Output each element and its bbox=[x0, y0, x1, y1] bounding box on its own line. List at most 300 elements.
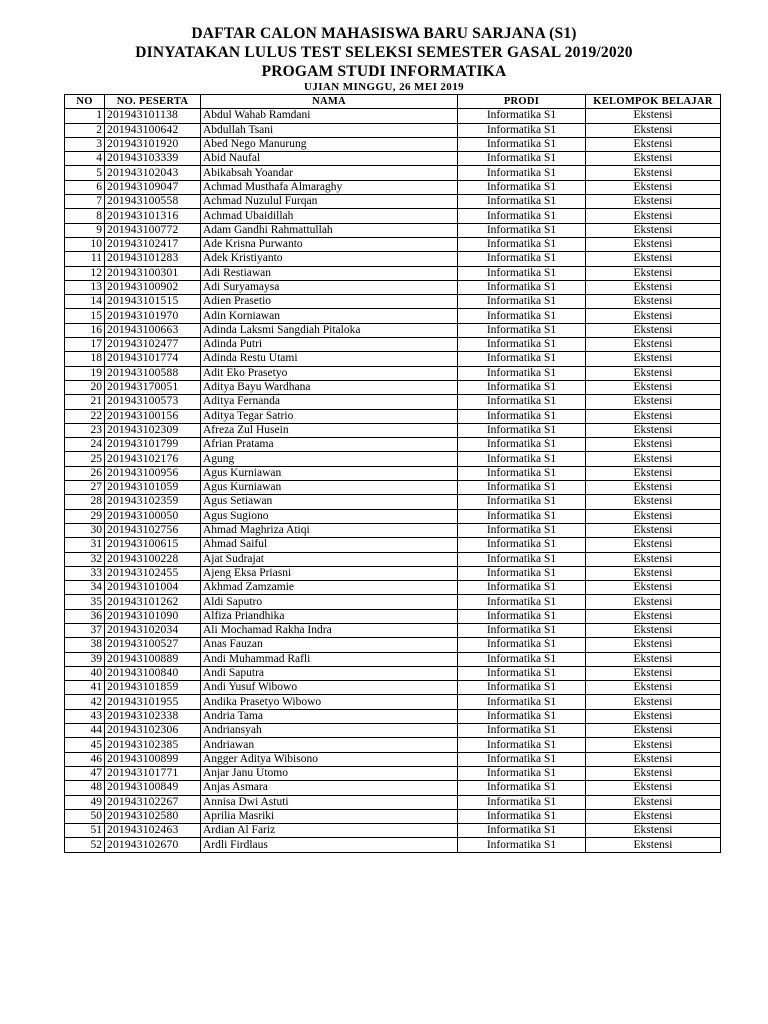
cell-study-group: Ekstensi bbox=[586, 752, 721, 766]
cell-participant-number: 201943101799 bbox=[105, 438, 201, 452]
cell-study-group: Ekstensi bbox=[586, 152, 721, 166]
cell-no: 26 bbox=[65, 466, 105, 480]
cell-no: 12 bbox=[65, 266, 105, 280]
cell-program: Informatika S1 bbox=[458, 295, 586, 309]
column-header-participant-number: NO. PESERTA bbox=[105, 95, 201, 109]
cell-no: 23 bbox=[65, 423, 105, 437]
cell-study-group: Ekstensi bbox=[586, 352, 721, 366]
table-row bbox=[65, 638, 721, 652]
table-row bbox=[65, 252, 721, 266]
table-row bbox=[65, 295, 721, 309]
cell-study-group: Ekstensi bbox=[586, 380, 721, 394]
cell-study-group: Ekstensi bbox=[586, 809, 721, 823]
cell-program: Informatika S1 bbox=[458, 438, 586, 452]
cell-participant-number: 201943100902 bbox=[105, 280, 201, 294]
cell-name: Agung bbox=[201, 452, 458, 466]
cell-no: 34 bbox=[65, 581, 105, 595]
cell-study-group: Ekstensi bbox=[586, 466, 721, 480]
cell-no: 15 bbox=[65, 309, 105, 323]
cell-no: 40 bbox=[65, 666, 105, 680]
cell-program: Informatika S1 bbox=[458, 795, 586, 809]
cell-no: 45 bbox=[65, 738, 105, 752]
cell-study-group: Ekstensi bbox=[586, 366, 721, 380]
cell-name: Abikabsah Yoandar bbox=[201, 166, 458, 180]
cell-participant-number: 201943100663 bbox=[105, 323, 201, 337]
cell-name: Adin Korniawan bbox=[201, 309, 458, 323]
cell-study-group: Ekstensi bbox=[586, 252, 721, 266]
cell-study-group: Ekstensi bbox=[586, 623, 721, 637]
cell-study-group: Ekstensi bbox=[586, 838, 721, 852]
cell-study-group: Ekstensi bbox=[586, 409, 721, 423]
table-row bbox=[65, 309, 721, 323]
cell-participant-number: 201943101090 bbox=[105, 609, 201, 623]
cell-study-group: Ekstensi bbox=[586, 523, 721, 537]
cell-no: 25 bbox=[65, 452, 105, 466]
cell-no: 2 bbox=[65, 123, 105, 137]
cell-no: 19 bbox=[65, 366, 105, 380]
table-row bbox=[65, 166, 721, 180]
table-row bbox=[65, 652, 721, 666]
cell-study-group: Ekstensi bbox=[586, 209, 721, 223]
cell-program: Informatika S1 bbox=[458, 109, 586, 123]
cell-name: Andi Saputra bbox=[201, 666, 458, 680]
document-title: DAFTAR CALON MAHASISWA BARU SARJANA (S1) bbox=[191, 25, 577, 42]
table-row bbox=[65, 438, 721, 452]
table-row bbox=[65, 481, 721, 495]
cell-name: Aditya Bayu Wardhana bbox=[201, 380, 458, 394]
cell-study-group: Ekstensi bbox=[586, 166, 721, 180]
cell-no: 21 bbox=[65, 395, 105, 409]
cell-no: 52 bbox=[65, 838, 105, 852]
cell-no: 7 bbox=[65, 195, 105, 209]
cell-name: Adinda Laksmi Sangdiah Pitaloka bbox=[201, 323, 458, 337]
cell-program: Informatika S1 bbox=[458, 180, 586, 194]
cell-study-group: Ekstensi bbox=[586, 766, 721, 780]
cell-no: 42 bbox=[65, 695, 105, 709]
cell-no: 44 bbox=[65, 724, 105, 738]
cell-no: 3 bbox=[65, 137, 105, 151]
table-row bbox=[65, 838, 721, 852]
cell-program: Informatika S1 bbox=[458, 195, 586, 209]
cell-name: Anjas Asmara bbox=[201, 781, 458, 795]
cell-name: Anjar Janu Utomo bbox=[201, 766, 458, 780]
cell-name: Achmad Musthafa Almaraghy bbox=[201, 180, 458, 194]
table-row bbox=[65, 566, 721, 580]
table-row bbox=[65, 466, 721, 480]
cell-no: 27 bbox=[65, 481, 105, 495]
cell-name: Adi Suryamaysa bbox=[201, 280, 458, 294]
cell-participant-number: 201943101316 bbox=[105, 209, 201, 223]
cell-participant-number: 201943102306 bbox=[105, 724, 201, 738]
cell-study-group: Ekstensi bbox=[586, 237, 721, 251]
cell-study-group: Ekstensi bbox=[586, 824, 721, 838]
cell-program: Informatika S1 bbox=[458, 752, 586, 766]
cell-study-group: Ekstensi bbox=[586, 509, 721, 523]
cell-participant-number: 201943100642 bbox=[105, 123, 201, 137]
cell-no: 4 bbox=[65, 152, 105, 166]
table-row bbox=[65, 195, 721, 209]
table-row bbox=[65, 266, 721, 280]
cell-name: Afrian Pratama bbox=[201, 438, 458, 452]
cell-participant-number: 201943100588 bbox=[105, 366, 201, 380]
cell-program: Informatika S1 bbox=[458, 252, 586, 266]
cell-study-group: Ekstensi bbox=[586, 609, 721, 623]
table-row bbox=[65, 695, 721, 709]
cell-program: Informatika S1 bbox=[458, 409, 586, 423]
table-row bbox=[65, 366, 721, 380]
cell-program: Informatika S1 bbox=[458, 838, 586, 852]
cell-no: 6 bbox=[65, 180, 105, 194]
table-row bbox=[65, 452, 721, 466]
cell-no: 46 bbox=[65, 752, 105, 766]
table-row bbox=[65, 795, 721, 809]
cell-name: Ali Mochamad Rakha Indra bbox=[201, 623, 458, 637]
cell-participant-number: 201943100899 bbox=[105, 752, 201, 766]
cell-name: Aditya Fernanda bbox=[201, 395, 458, 409]
cell-name: Angger Aditya Wibisono bbox=[201, 752, 458, 766]
cell-program: Informatika S1 bbox=[458, 695, 586, 709]
cell-name: Andi Muhammad Rafli bbox=[201, 652, 458, 666]
cell-no: 43 bbox=[65, 709, 105, 723]
table-row bbox=[65, 709, 721, 723]
cell-program: Informatika S1 bbox=[458, 623, 586, 637]
table-row bbox=[65, 180, 721, 194]
cell-participant-number: 201943100956 bbox=[105, 466, 201, 480]
cell-name: Adinda Putri bbox=[201, 338, 458, 352]
cell-name: Abdul Wahab Ramdani bbox=[201, 109, 458, 123]
cell-program: Informatika S1 bbox=[458, 595, 586, 609]
cell-program: Informatika S1 bbox=[458, 209, 586, 223]
cell-program: Informatika S1 bbox=[458, 280, 586, 294]
cell-study-group: Ekstensi bbox=[586, 123, 721, 137]
cell-name: Agus Kurniawan bbox=[201, 466, 458, 480]
table-row bbox=[65, 552, 721, 566]
cell-participant-number: 201943103339 bbox=[105, 152, 201, 166]
cell-study-group: Ekstensi bbox=[586, 109, 721, 123]
cell-no: 30 bbox=[65, 523, 105, 537]
cell-no: 13 bbox=[65, 280, 105, 294]
cell-participant-number: 201943101970 bbox=[105, 309, 201, 323]
cell-participant-number: 201943102267 bbox=[105, 795, 201, 809]
cell-name: Ade Krisna Purwanto bbox=[201, 237, 458, 251]
table-row bbox=[65, 223, 721, 237]
table-row bbox=[65, 409, 721, 423]
cell-participant-number: 201943102670 bbox=[105, 838, 201, 852]
cell-name: Ardli Firdlaus bbox=[201, 838, 458, 852]
participant-table bbox=[64, 94, 721, 853]
cell-name: Abdullah Tsani bbox=[201, 123, 458, 137]
cell-program: Informatika S1 bbox=[458, 466, 586, 480]
cell-study-group: Ekstensi bbox=[586, 681, 721, 695]
cell-participant-number: 201943101771 bbox=[105, 766, 201, 780]
cell-program: Informatika S1 bbox=[458, 152, 586, 166]
cell-no: 17 bbox=[65, 338, 105, 352]
cell-name: Adek Kristiyanto bbox=[201, 252, 458, 266]
cell-no: 49 bbox=[65, 795, 105, 809]
cell-participant-number: 201943102756 bbox=[105, 523, 201, 537]
table-row bbox=[65, 109, 721, 123]
cell-program: Informatika S1 bbox=[458, 137, 586, 151]
table-row bbox=[65, 766, 721, 780]
cell-program: Informatika S1 bbox=[458, 123, 586, 137]
cell-name: Aprilia Masriki bbox=[201, 809, 458, 823]
cell-program: Informatika S1 bbox=[458, 452, 586, 466]
cell-program: Informatika S1 bbox=[458, 423, 586, 437]
exam-date: UJIAN MINGGU, 26 MEI 2019 bbox=[303, 81, 465, 93]
cell-no: 8 bbox=[65, 209, 105, 223]
table-row bbox=[65, 824, 721, 838]
table-row bbox=[65, 509, 721, 523]
cell-program: Informatika S1 bbox=[458, 638, 586, 652]
cell-participant-number: 201943100156 bbox=[105, 409, 201, 423]
table-row bbox=[65, 595, 721, 609]
cell-program: Informatika S1 bbox=[458, 709, 586, 723]
cell-no: 28 bbox=[65, 495, 105, 509]
table-row bbox=[65, 523, 721, 537]
cell-study-group: Ekstensi bbox=[586, 695, 721, 709]
document-header bbox=[0, 24, 768, 94]
table-row bbox=[65, 724, 721, 738]
cell-no: 37 bbox=[65, 623, 105, 637]
cell-participant-number: 201943100573 bbox=[105, 395, 201, 409]
cell-program: Informatika S1 bbox=[458, 552, 586, 566]
cell-no: 18 bbox=[65, 352, 105, 366]
cell-name: Annisa Dwi Astuti bbox=[201, 795, 458, 809]
cell-study-group: Ekstensi bbox=[586, 180, 721, 194]
column-header-name: NAMA bbox=[201, 95, 458, 109]
cell-no: 1 bbox=[65, 109, 105, 123]
table-row bbox=[65, 609, 721, 623]
cell-study-group: Ekstensi bbox=[586, 223, 721, 237]
cell-participant-number: 201943102176 bbox=[105, 452, 201, 466]
cell-participant-number: 201943101515 bbox=[105, 295, 201, 309]
cell-participant-number: 201943102463 bbox=[105, 824, 201, 838]
cell-program: Informatika S1 bbox=[458, 338, 586, 352]
cell-study-group: Ekstensi bbox=[586, 481, 721, 495]
table-row bbox=[65, 538, 721, 552]
column-header-study-group: KELOMPOK BELAJAR bbox=[586, 95, 721, 109]
cell-participant-number: 201943102385 bbox=[105, 738, 201, 752]
table-row bbox=[65, 209, 721, 223]
cell-program: Informatika S1 bbox=[458, 352, 586, 366]
cell-no: 14 bbox=[65, 295, 105, 309]
cell-study-group: Ekstensi bbox=[586, 709, 721, 723]
column-header-program: PRODI bbox=[458, 95, 586, 109]
cell-participant-number: 201943102338 bbox=[105, 709, 201, 723]
cell-program: Informatika S1 bbox=[458, 652, 586, 666]
table-body bbox=[65, 109, 721, 852]
cell-name: Alfiza Priandhika bbox=[201, 609, 458, 623]
cell-study-group: Ekstensi bbox=[586, 309, 721, 323]
cell-no: 32 bbox=[65, 552, 105, 566]
cell-program: Informatika S1 bbox=[458, 481, 586, 495]
cell-name: Adam Gandhi Rahmattullah bbox=[201, 223, 458, 237]
cell-name: Anas Fauzan bbox=[201, 638, 458, 652]
cell-study-group: Ekstensi bbox=[586, 781, 721, 795]
cell-no: 36 bbox=[65, 609, 105, 623]
cell-program: Informatika S1 bbox=[458, 538, 586, 552]
cell-participant-number: 201943100050 bbox=[105, 509, 201, 523]
cell-name: Andriansyah bbox=[201, 724, 458, 738]
cell-no: 35 bbox=[65, 595, 105, 609]
cell-participant-number: 201943100228 bbox=[105, 552, 201, 566]
cell-name: Abed Nego Manurung bbox=[201, 137, 458, 151]
cell-no: 39 bbox=[65, 652, 105, 666]
table-header-row bbox=[65, 95, 721, 109]
cell-study-group: Ekstensi bbox=[586, 666, 721, 680]
cell-no: 31 bbox=[65, 538, 105, 552]
cell-participant-number: 201943102043 bbox=[105, 166, 201, 180]
cell-name: Adien Prasetio bbox=[201, 295, 458, 309]
cell-study-group: Ekstensi bbox=[586, 266, 721, 280]
cell-participant-number: 201943101859 bbox=[105, 681, 201, 695]
cell-participant-number: 201943102580 bbox=[105, 809, 201, 823]
cell-program: Informatika S1 bbox=[458, 266, 586, 280]
cell-name: Aldi Saputro bbox=[201, 595, 458, 609]
cell-participant-number: 201943100840 bbox=[105, 666, 201, 680]
cell-name: Andika Prasetyo Wibowo bbox=[201, 695, 458, 709]
cell-study-group: Ekstensi bbox=[586, 137, 721, 151]
cell-program: Informatika S1 bbox=[458, 738, 586, 752]
cell-study-group: Ekstensi bbox=[586, 438, 721, 452]
cell-program: Informatika S1 bbox=[458, 509, 586, 523]
table-row bbox=[65, 681, 721, 695]
cell-program: Informatika S1 bbox=[458, 666, 586, 680]
cell-study-group: Ekstensi bbox=[586, 724, 721, 738]
cell-program: Informatika S1 bbox=[458, 809, 586, 823]
cell-participant-number: 201943101920 bbox=[105, 137, 201, 151]
cell-participant-number: 201943100558 bbox=[105, 195, 201, 209]
cell-study-group: Ekstensi bbox=[586, 280, 721, 294]
cell-study-group: Ekstensi bbox=[586, 295, 721, 309]
cell-program: Informatika S1 bbox=[458, 681, 586, 695]
cell-name: Agus Setiawan bbox=[201, 495, 458, 509]
cell-no: 41 bbox=[65, 681, 105, 695]
cell-participant-number: 201943102359 bbox=[105, 495, 201, 509]
table-row bbox=[65, 137, 721, 151]
table-row bbox=[65, 152, 721, 166]
cell-name: Adit Eko Prasetyo bbox=[201, 366, 458, 380]
cell-participant-number: 201943101138 bbox=[105, 109, 201, 123]
cell-participant-number: 201943101774 bbox=[105, 352, 201, 366]
cell-study-group: Ekstensi bbox=[586, 395, 721, 409]
cell-participant-number: 201943101955 bbox=[105, 695, 201, 709]
table-row bbox=[65, 123, 721, 137]
cell-no: 11 bbox=[65, 252, 105, 266]
document-subtitle: DINYATAKAN LULUS TEST SELEKSI SEMESTER GASAL 2019/2020 bbox=[135, 44, 633, 61]
cell-study-group: Ekstensi bbox=[586, 338, 721, 352]
cell-no: 10 bbox=[65, 237, 105, 251]
cell-participant-number: 201943100301 bbox=[105, 266, 201, 280]
cell-program: Informatika S1 bbox=[458, 395, 586, 409]
table-row bbox=[65, 738, 721, 752]
cell-no: 5 bbox=[65, 166, 105, 180]
cell-program: Informatika S1 bbox=[458, 523, 586, 537]
cell-no: 47 bbox=[65, 766, 105, 780]
cell-study-group: Ekstensi bbox=[586, 495, 721, 509]
table-row bbox=[65, 809, 721, 823]
cell-name: Ahmad Maghriza Atiqi bbox=[201, 523, 458, 537]
table-row bbox=[65, 352, 721, 366]
cell-study-group: Ekstensi bbox=[586, 795, 721, 809]
cell-participant-number: 201943102309 bbox=[105, 423, 201, 437]
cell-no: 20 bbox=[65, 380, 105, 394]
cell-no: 29 bbox=[65, 509, 105, 523]
cell-participant-number: 201943101283 bbox=[105, 252, 201, 266]
table-row bbox=[65, 395, 721, 409]
cell-no: 50 bbox=[65, 809, 105, 823]
cell-participant-number: 201943101059 bbox=[105, 481, 201, 495]
cell-name: Aditya Tegar Satrio bbox=[201, 409, 458, 423]
cell-name: Andi Yusuf Wibowo bbox=[201, 681, 458, 695]
table-row bbox=[65, 581, 721, 595]
cell-program: Informatika S1 bbox=[458, 237, 586, 251]
cell-name: Akhmad Zamzamie bbox=[201, 581, 458, 595]
cell-participant-number: 201943100889 bbox=[105, 652, 201, 666]
cell-participant-number: 201943170051 bbox=[105, 380, 201, 394]
cell-no: 38 bbox=[65, 638, 105, 652]
cell-name: Andria Tama bbox=[201, 709, 458, 723]
cell-program: Informatika S1 bbox=[458, 366, 586, 380]
table-row bbox=[65, 781, 721, 795]
column-header-no: NO bbox=[65, 95, 105, 109]
table-row bbox=[65, 495, 721, 509]
cell-study-group: Ekstensi bbox=[586, 652, 721, 666]
cell-study-group: Ekstensi bbox=[586, 566, 721, 580]
cell-program: Informatika S1 bbox=[458, 166, 586, 180]
cell-program: Informatika S1 bbox=[458, 724, 586, 738]
cell-participant-number: 201943102034 bbox=[105, 623, 201, 637]
cell-program: Informatika S1 bbox=[458, 323, 586, 337]
cell-name: Ajeng Eksa Priasni bbox=[201, 566, 458, 580]
cell-program: Informatika S1 bbox=[458, 223, 586, 237]
cell-program: Informatika S1 bbox=[458, 309, 586, 323]
cell-name: Abid Naufal bbox=[201, 152, 458, 166]
cell-study-group: Ekstensi bbox=[586, 595, 721, 609]
table-row bbox=[65, 338, 721, 352]
cell-program: Informatika S1 bbox=[458, 495, 586, 509]
cell-program: Informatika S1 bbox=[458, 566, 586, 580]
table-row bbox=[65, 280, 721, 294]
cell-study-group: Ekstensi bbox=[586, 738, 721, 752]
program-title: PROGAM STUDI INFORMATIKA bbox=[261, 63, 507, 80]
cell-name: Adinda Restu Utami bbox=[201, 352, 458, 366]
cell-participant-number: 201943100772 bbox=[105, 223, 201, 237]
cell-name: Andriawan bbox=[201, 738, 458, 752]
cell-name: Achmad Ubaidillah bbox=[201, 209, 458, 223]
cell-study-group: Ekstensi bbox=[586, 452, 721, 466]
cell-name: Achmad Nuzulul Furqan bbox=[201, 195, 458, 209]
cell-participant-number: 201943101004 bbox=[105, 581, 201, 595]
cell-no: 48 bbox=[65, 781, 105, 795]
cell-study-group: Ekstensi bbox=[586, 423, 721, 437]
cell-name: Ajat Sudrajat bbox=[201, 552, 458, 566]
cell-participant-number: 201943100527 bbox=[105, 638, 201, 652]
cell-program: Informatika S1 bbox=[458, 824, 586, 838]
cell-program: Informatika S1 bbox=[458, 766, 586, 780]
cell-participant-number: 201943109047 bbox=[105, 180, 201, 194]
cell-program: Informatika S1 bbox=[458, 380, 586, 394]
cell-no: 24 bbox=[65, 438, 105, 452]
cell-no: 16 bbox=[65, 323, 105, 337]
cell-study-group: Ekstensi bbox=[586, 581, 721, 595]
cell-no: 22 bbox=[65, 409, 105, 423]
table-row bbox=[65, 237, 721, 251]
cell-participant-number: 201943100849 bbox=[105, 781, 201, 795]
cell-program: Informatika S1 bbox=[458, 781, 586, 795]
table-row bbox=[65, 752, 721, 766]
cell-name: Ahmad Saiful bbox=[201, 538, 458, 552]
